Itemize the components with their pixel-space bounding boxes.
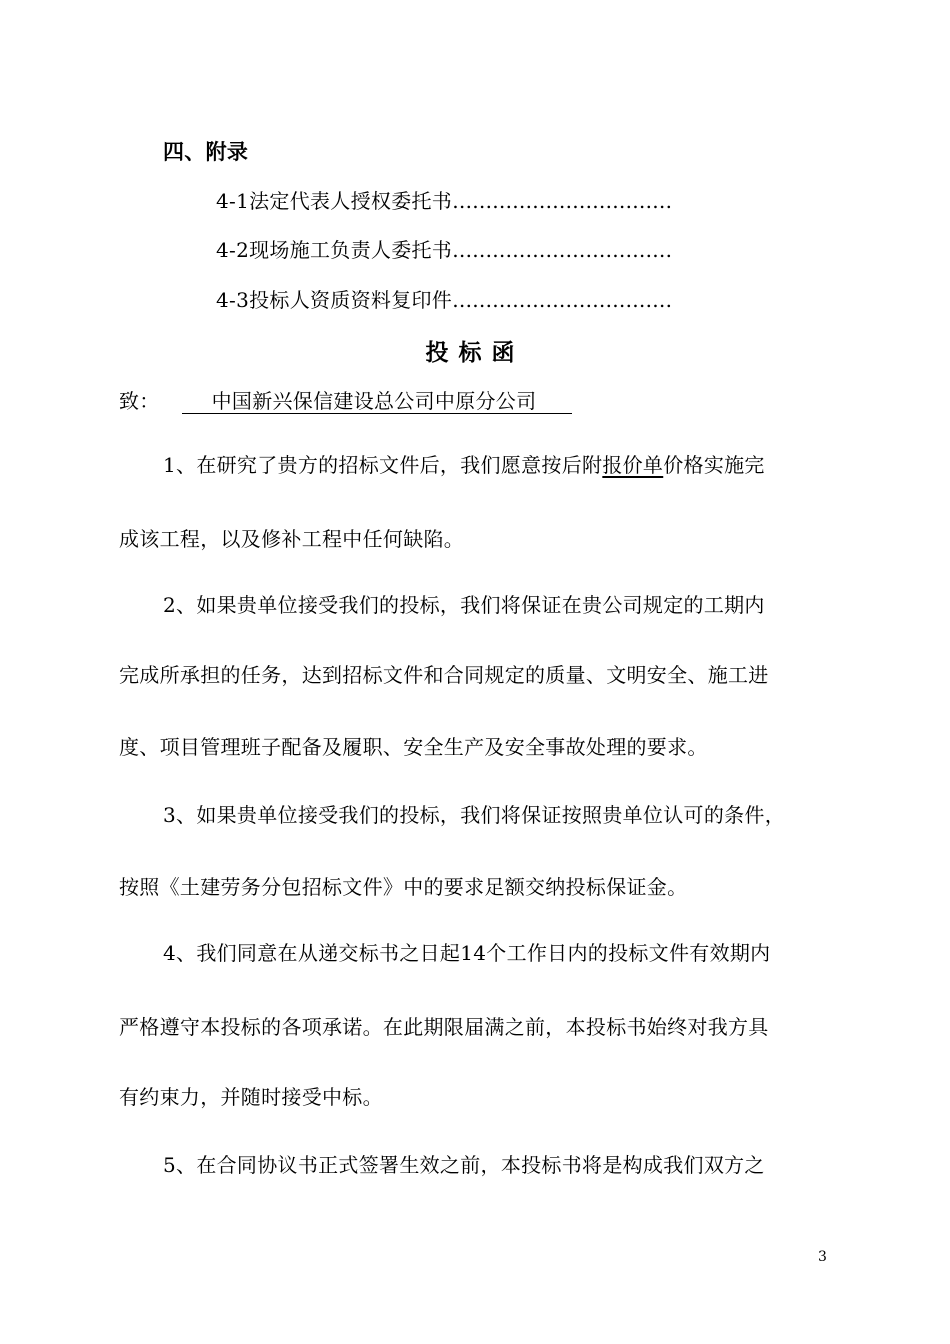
letter-title: 投标函 (425, 339, 525, 366)
appendix-item-label: 4-2现场施工负责人委托书 (216, 238, 453, 262)
quotation-sheet-link-text: 报价单 (602, 453, 664, 477)
paragraph-1-line-1 (163, 452, 765, 478)
appendix-heading: 四、附录 (163, 139, 249, 164)
salutation-line (119, 388, 572, 414)
paragraph-4-line-2: 严格遵守本投标的各项承诺。在此期限届满之前，本投标书始终对我方具 (119, 1015, 769, 1039)
leader-dots: …………………………… (452, 189, 673, 213)
appendix-item-label: 4-1法定代表人授权委托书 (216, 189, 453, 213)
paragraph-text: 1、在研究了贵方的招标文件后，我们愿意按后附 (163, 453, 603, 477)
appendix-item-label: 4-3投标人资质资料复印件 (216, 288, 453, 312)
paragraph-4-line-1: 4、我们同意在从递交标书之日起14个工作日内的投标文件有效期内 (163, 941, 771, 965)
paragraph-2-line-2: 完成所承担的任务，达到招标文件和合同规定的质量、文明安全、施工进 (119, 663, 769, 687)
paragraph-4-line-3: 有约束力，并随时接受中标。 (119, 1085, 383, 1109)
paragraph-2-line-3: 度、项目管理班子配备及履职、安全生产及安全事故处理的要求。 (119, 735, 708, 759)
salutation-prefix: 致： (119, 389, 160, 413)
appendix-item-4-1 (216, 188, 672, 214)
paragraph-text: 价格实施完 (663, 453, 765, 477)
appendix-item-4-2 (216, 237, 672, 263)
paragraph-3-line-1: 3、如果贵单位接受我们的投标，我们将保证按照贵单位认可的条件， (163, 803, 786, 827)
paragraph-1-line-2: 成该工程，以及修补工程中任何缺陷。 (119, 527, 465, 551)
paragraph-5-line-1: 5、在合同协议书正式签署生效之前，本投标书将是构成我们双方之 (163, 1153, 765, 1177)
leader-dots: …………………………… (452, 238, 673, 262)
paragraph-2-line-1: 2、如果贵单位接受我们的投标，我们将保证在贵公司规定的工期内 (163, 593, 765, 617)
recipient-name: 中国新兴保信建设总公司中原分公司 (182, 389, 573, 414)
page-number: 3 (818, 1249, 827, 1265)
appendix-item-4-3 (216, 287, 672, 313)
leader-dots: …………………………… (452, 288, 673, 312)
paragraph-3-line-2: 按照《土建劳务分包招标文件》中的要求足额交纳投标保证金。 (119, 875, 688, 899)
